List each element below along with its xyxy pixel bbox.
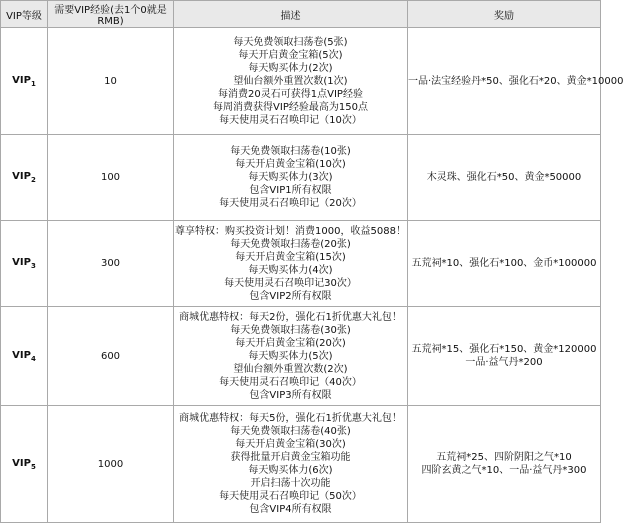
table-row: [1, 28, 601, 135]
table-row: [1, 221, 601, 307]
description-cell: [174, 28, 408, 135]
header-description: 描述: [174, 1, 408, 28]
description-line: 每天开启黄金宝箱(20次): [235, 337, 346, 349]
reward-line: 一品·法宝经验丹*50、强化石*20、黄金*10000: [408, 75, 623, 87]
description-line: 包含VIP1所有权限: [249, 185, 332, 196]
vip-level-cell: [1, 307, 48, 406]
reward-line: 五荒祠*10、强化石*100、金币*100000: [411, 258, 597, 269]
required-exp-cell: 10: [48, 28, 174, 135]
reward-line: 五荒祠*15、强化石*150、黄金*120000: [411, 344, 597, 355]
vip-level-number: 2: [30, 176, 36, 184]
description-line: 开启扫荡十次功能: [250, 478, 331, 489]
table-body: [1, 28, 623, 523]
vip-level-number: 4: [30, 354, 36, 363]
reward-cell: [408, 307, 601, 406]
description-line: 每天免费领取扫荡卷(20张): [230, 238, 351, 250]
table-row: [1, 406, 601, 523]
reward-cell: [408, 406, 601, 523]
description-line: 每消费20灵石可获得1点VIP经验: [218, 88, 363, 100]
vip-level-cell: [1, 221, 48, 307]
description-line: 望仙台额外重置次数(1次): [233, 75, 348, 87]
description-line: 每天免费领取扫荡卷(5张): [233, 36, 348, 48]
description-line: 商城优惠特权：每天5份，强化石1折优惠大礼包！: [179, 413, 402, 424]
table-row: [1, 307, 601, 406]
description-line: 每天使用灵石召唤印记（40次）: [219, 376, 362, 388]
reward-cell: [408, 221, 601, 307]
vip-level-number: 5: [30, 462, 36, 471]
description-cell: [174, 135, 408, 221]
description-line: 每天购买体力(4次): [248, 264, 333, 276]
reward-line: 木灵珠、强化石*50、黄金*50000: [426, 172, 582, 183]
vip-level-label: VIP: [12, 349, 31, 361]
reward-line: 五荒祠*25、四阶阴阳之气*10: [436, 452, 572, 463]
description-line: 商城优惠特权：每天2份，强化石1折优惠大礼包！: [179, 311, 402, 323]
description-line: 望仙台额外重置次数(2次): [233, 363, 348, 375]
description-line: 每天开启黄金宝箱(15次): [235, 251, 346, 263]
description-line: 包含VIP2所有权限: [249, 290, 332, 302]
vip-level-label: VIP: [12, 74, 31, 86]
header-required-exp: 需要VIP经验(去1个0就是RMB): [48, 1, 174, 28]
vip-level-number: 3: [30, 262, 36, 270]
table-row: [1, 135, 601, 221]
description-cell: [174, 221, 408, 307]
description-line: 每天购买体力(2次): [248, 62, 333, 74]
description-line: 每天免费领取扫荡卷(30张): [230, 324, 351, 336]
vip-level-number: 1: [30, 79, 36, 88]
vip-level-cell: [1, 406, 48, 523]
description-line: 每天免费领取扫荡卷(10张): [230, 146, 351, 157]
description-line: 每天购买体力(5次): [248, 350, 333, 362]
description-line: 每天开启黄金宝箱(10次): [235, 159, 346, 170]
description-line: 每天免费领取扫荡卷(40张): [230, 426, 351, 437]
description-line: 包含VIP3所有权限: [249, 389, 332, 401]
description-line: 每天购买体力(3次): [248, 172, 333, 183]
vip-level-label: VIP: [12, 457, 31, 469]
vip-level-label: VIP: [12, 171, 31, 182]
description-line: 每天开启黄金宝箱(5次): [238, 49, 343, 61]
description-line: 每周消费获得VIP经验最高为150点: [213, 101, 368, 113]
header-reward: 奖励: [408, 1, 601, 28]
description-line: 每天购买体力(6次): [248, 465, 333, 476]
vip-level-label: VIP: [12, 257, 31, 268]
description-line: 每天开启黄金宝箱(30次): [235, 439, 346, 450]
description-line: 尊享特权：购买投资计划！消费1000，收益5088！: [175, 225, 406, 237]
reward-line: 一品·益气丹*200: [465, 357, 543, 368]
description-line: 每天使用灵石召唤印记（10次）: [219, 114, 362, 126]
required-exp-cell: 100: [48, 135, 174, 221]
description-line: 包含VIP4所有权限: [249, 504, 332, 515]
description-line: 每天使用灵石召唤印记30次）: [224, 277, 357, 289]
reward-cell: [408, 28, 623, 135]
description-line: 获得批量开启黄金宝箱功能: [230, 452, 351, 463]
reward-cell: [408, 135, 601, 221]
header-vip-level: VIP等级: [1, 1, 48, 28]
description-cell: [174, 406, 408, 523]
vip-level-cell: [1, 28, 48, 135]
description-cell: [174, 307, 408, 406]
reward-line: 四阶玄黄之气*10、一品·益气丹*300: [421, 465, 587, 476]
vip-level-cell: [1, 135, 48, 221]
description-line: 每天使用灵石召唤印记（50次）: [219, 491, 362, 502]
table-header-row: [1, 1, 601, 28]
required-exp-cell: 300: [48, 221, 174, 307]
required-exp-cell: 600: [48, 307, 174, 406]
description-line: 每天使用灵石召唤印记（20次）: [219, 198, 362, 209]
required-exp-cell: 1000: [48, 406, 174, 523]
